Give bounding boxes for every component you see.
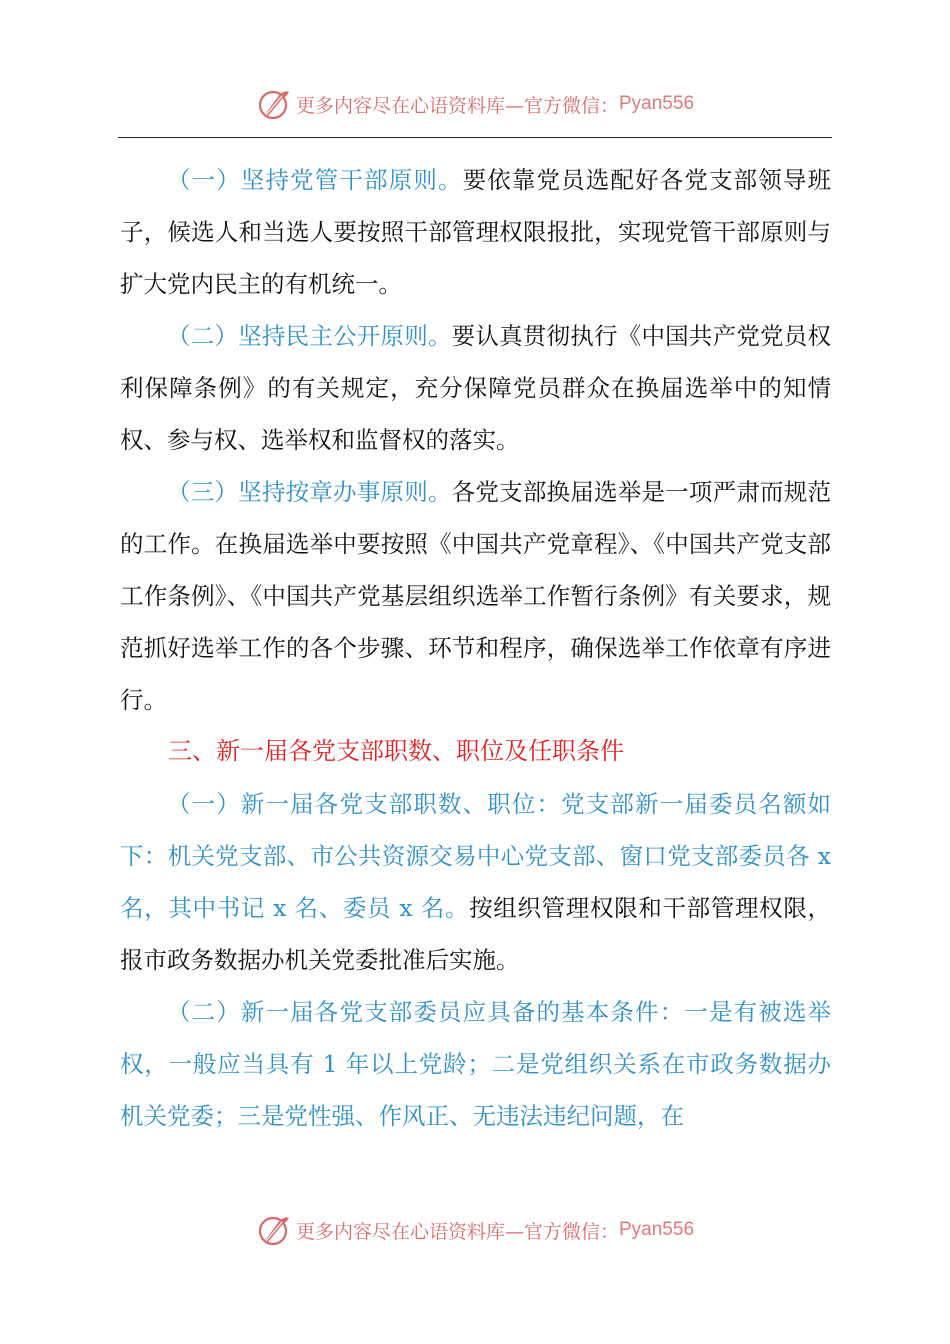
header-banner-text: 更多内容尽在心语资料库—官方微信： [295,94,619,117]
quill-pen-logo-icon [256,86,292,122]
quill-pen-logo-icon [256,1212,292,1248]
paragraph-text: 按组织管理权限和干部管理权限，报市政务数据办机关党委批准后实施。 [120,894,832,974]
section-heading: 三、新一届各党支部职数、职位及任职条件 [168,738,624,765]
footer-banner-inner [256,1212,694,1248]
paragraph-label: （一）坚持党管干部原则。 [167,166,463,194]
paragraph-positions [120,778,831,986]
paragraph-label: （二）新一届各党支部委员应具备的基本条件：一是有被选举权，一般应当具有 1 年以上党龄；二是党组织关系在市政务数据办机关党委；三是党性强、作风正、无违法违纪问题，在 [120,998,831,1130]
paragraph-conditions [120,986,831,1142]
header-banner-inner [256,86,694,122]
header-banner [0,84,950,124]
paragraph-text: 要依靠党员选配好各党支部领导班子，候选人和当选人要按照干部管理权限报批，实现党管干部原则与扩大党内民主的有机统一。 [120,166,832,298]
paragraph-label: （三）坚持按章办事原则。 [167,478,452,506]
header-divider [118,137,832,138]
paragraph-principle-2 [120,310,831,466]
paragraph-label: （二）坚持民主公开原则。 [167,322,452,350]
paragraph-label: （一）新一届各党支部职数、职位：党支部新一届委员名额如下：机关党支部、市公共资源交易中心党支部、窗口党支部委员各 x 名，其中书记 x 名、委员 x 名。 [120,790,831,922]
footer-banner [0,1210,950,1250]
paragraph-principle-1 [120,154,831,310]
header-banner-wechat: Pyan556 [619,93,695,114]
footer-banner-wechat: Pyan556 [619,1219,695,1240]
paragraph-text: 各党支部换届选举是一项严肃而规范的工作。在换届选举中要按照《中国共产党章程》、《中国共产党支部工作条例》、《中国共产党基层组织选举工作暂行条例》有关要求，规范抓好选举工作的各个步骤、环节和程序，确保选举工作依章有序进行。 [120,478,832,714]
footer-banner-text: 更多内容尽在心语资料库—官方微信： [295,1220,619,1243]
paragraph-text: 要认真贯彻执行《中国共产党党员权利保障条例》的有关规定，充分保障党员群众在换届选举中的知情权、参与权、选举权和监督权的落实。 [120,322,832,454]
document-body [120,154,831,1142]
paragraph-principle-3 [120,466,831,726]
